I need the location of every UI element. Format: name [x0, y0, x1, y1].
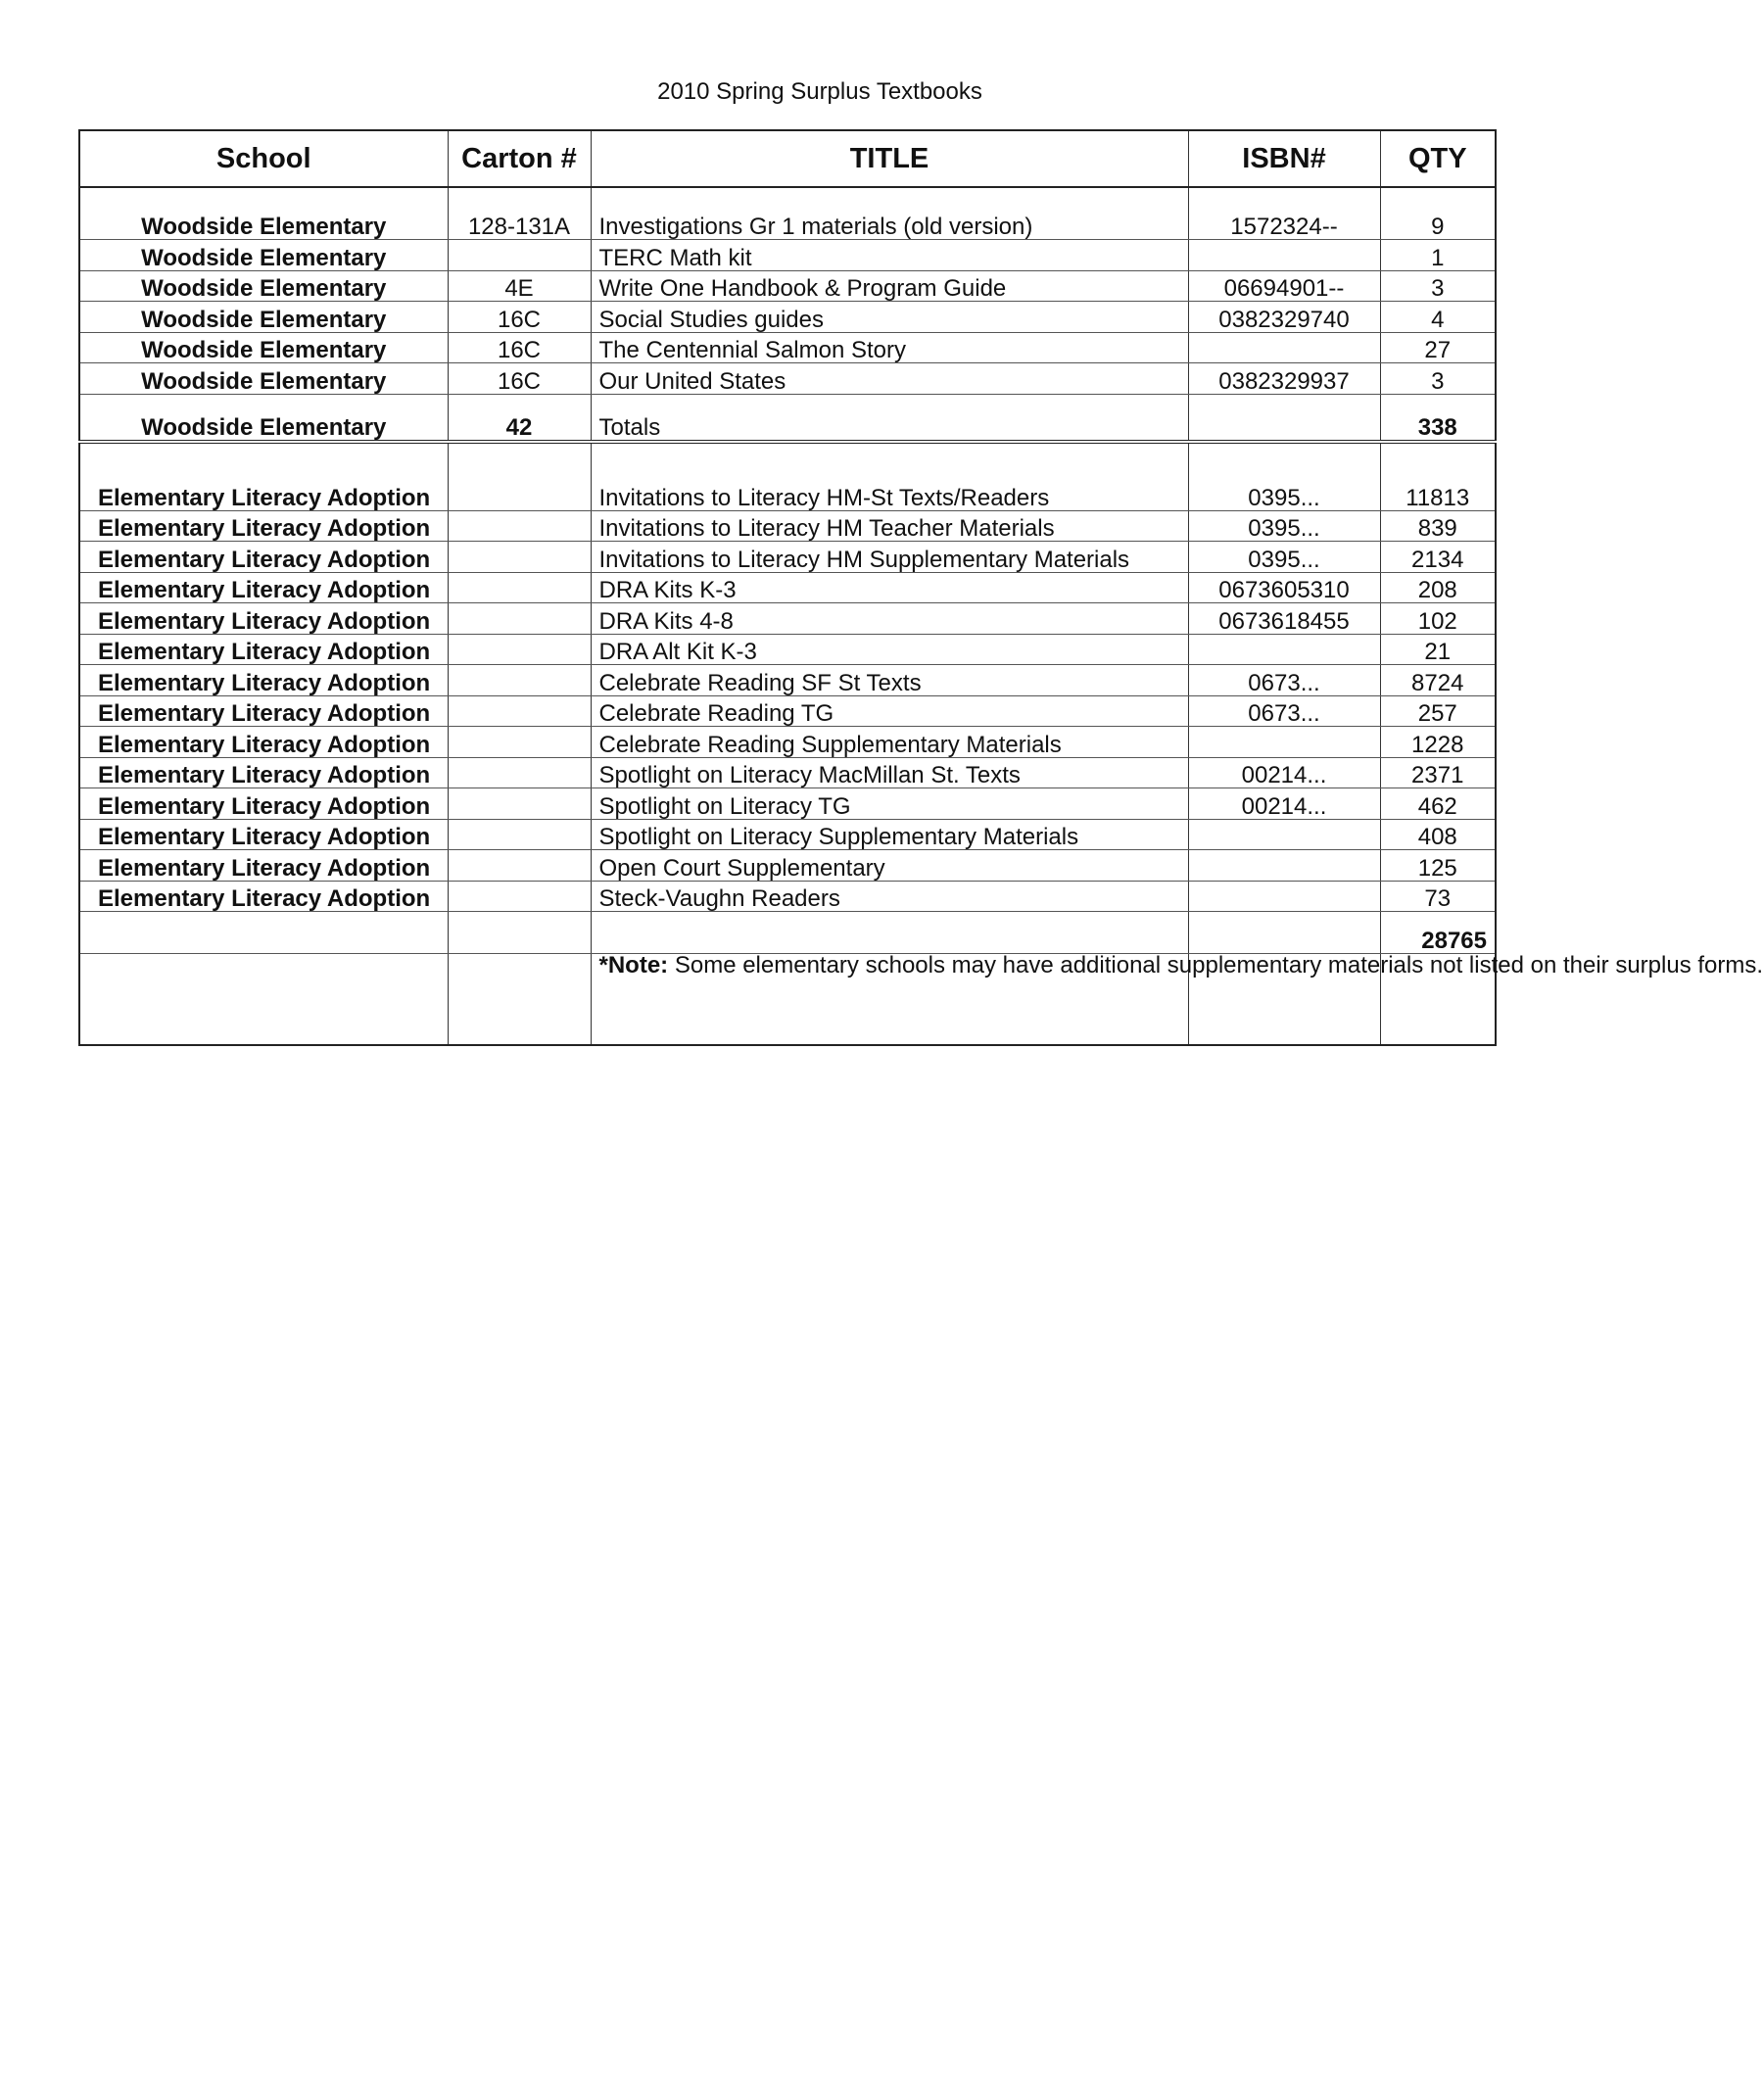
qty-cell: 4 [1380, 302, 1496, 333]
title-cell: Celebrate Reading Supplementary Materials [591, 727, 1188, 758]
school-cell: Elementary Literacy Adoption [79, 603, 448, 635]
title-cell: TERC Math kit [591, 240, 1188, 271]
column-header-carton: Carton # [448, 130, 591, 187]
surplus-textbooks-table [78, 129, 1763, 1046]
note-row [79, 954, 1496, 1046]
title-cell: Our United States [591, 363, 1188, 395]
carton-cell [448, 634, 591, 665]
table-row [79, 332, 1496, 363]
literacy-total-row [79, 912, 1496, 954]
isbn-cell [1188, 850, 1380, 882]
carton-cell: 16C [448, 332, 591, 363]
carton-cell: 16C [448, 302, 591, 333]
woodside-totals-row [79, 394, 1496, 442]
note-label: *Note: [598, 952, 669, 978]
table-row [79, 270, 1496, 302]
isbn-cell [1188, 727, 1380, 758]
school-cell: Elementary Literacy Adoption [79, 572, 448, 603]
qty-cell: 3 [1380, 363, 1496, 395]
empty-cell [79, 954, 448, 1046]
carton-cell [448, 850, 591, 882]
school-cell: Elementary Literacy Adoption [79, 634, 448, 665]
school-cell: Elementary Literacy Adoption [79, 542, 448, 573]
isbn-cell [1188, 881, 1380, 912]
table-row [79, 542, 1496, 573]
isbn-cell: 06694901-- [1188, 270, 1380, 302]
school-cell: Woodside Elementary [79, 394, 448, 442]
qty-cell: 2134 [1380, 542, 1496, 573]
table-row [79, 819, 1496, 850]
title-cell: Spotlight on Literacy TG [591, 788, 1188, 820]
isbn-cell [1188, 634, 1380, 665]
empty-cell [79, 912, 448, 954]
title-cell: Invitations to Literacy HM Supplementary Materials [591, 542, 1188, 573]
header-row [79, 130, 1496, 187]
school-cell: Woodside Elementary [79, 187, 448, 240]
table-row [79, 634, 1496, 665]
note-text: Some elementary schools may have additional supplementary materials not listed on their surplus forms. [668, 952, 1763, 978]
school-cell: Woodside Elementary [79, 270, 448, 302]
qty-cell: 257 [1380, 695, 1496, 727]
carton-cell [448, 603, 591, 635]
isbn-cell: 1572324-- [1188, 187, 1380, 240]
table-row [79, 665, 1496, 696]
isbn-cell: 0395... [1188, 442, 1380, 511]
totals-label: Totals [591, 394, 1188, 442]
school-cell: Elementary Literacy Adoption [79, 881, 448, 912]
qty-cell: 102 [1380, 603, 1496, 635]
literacy-total-qty: 28765 [1380, 912, 1496, 954]
qty-cell: 1 [1380, 240, 1496, 271]
table-row [79, 510, 1496, 542]
carton-cell: 4E [448, 270, 591, 302]
title-cell: The Centennial Salmon Story [591, 332, 1188, 363]
column-header-isbn: ISBN# [1188, 130, 1380, 187]
table-row [79, 850, 1496, 882]
carton-cell: 16C [448, 363, 591, 395]
title-cell: DRA Kits 4-8 [591, 603, 1188, 635]
table-row [79, 572, 1496, 603]
carton-cell [448, 727, 591, 758]
carton-cell [448, 757, 591, 788]
qty-cell: 208 [1380, 572, 1496, 603]
title-cell: Open Court Supplementary [591, 850, 1188, 882]
qty-cell: 8724 [1380, 665, 1496, 696]
qty-cell: 1228 [1380, 727, 1496, 758]
qty-cell: 2371 [1380, 757, 1496, 788]
carton-cell [448, 788, 591, 820]
isbn-cell: 0673618455 [1188, 603, 1380, 635]
table-row [79, 788, 1496, 820]
isbn-cell [1188, 394, 1380, 442]
qty-cell: 462 [1380, 788, 1496, 820]
qty-cell: 125 [1380, 850, 1496, 882]
school-cell: Elementary Literacy Adoption [79, 442, 448, 511]
total-carton-count: 42 [448, 394, 591, 442]
school-cell: Woodside Elementary [79, 332, 448, 363]
isbn-cell: 0673605310 [1188, 572, 1380, 603]
school-cell: Elementary Literacy Adoption [79, 850, 448, 882]
school-cell: Elementary Literacy Adoption [79, 695, 448, 727]
table-row [79, 442, 1496, 511]
total-qty: 338 [1380, 394, 1496, 442]
qty-cell: 839 [1380, 510, 1496, 542]
note-cell [591, 952, 1763, 1046]
title-cell: Invitations to Literacy HM-St Texts/Readers [591, 442, 1188, 511]
qty-cell: 11813 [1380, 442, 1496, 511]
carton-cell [448, 819, 591, 850]
title-cell: DRA Alt Kit K-3 [591, 634, 1188, 665]
isbn-cell: 0382329740 [1188, 302, 1380, 333]
isbn-cell: 0382329937 [1188, 363, 1380, 395]
carton-cell [448, 442, 591, 511]
isbn-cell [1188, 240, 1380, 271]
empty-cell [591, 912, 1188, 954]
school-cell: Woodside Elementary [79, 302, 448, 333]
title-cell: Celebrate Reading TG [591, 695, 1188, 727]
carton-cell [448, 665, 591, 696]
school-cell: Woodside Elementary [79, 363, 448, 395]
school-cell: Woodside Elementary [79, 240, 448, 271]
title-cell: Write One Handbook & Program Guide [591, 270, 1188, 302]
isbn-cell: 0395... [1188, 542, 1380, 573]
empty-cell [448, 954, 591, 1046]
qty-cell: 73 [1380, 881, 1496, 912]
title-cell: Social Studies guides [591, 302, 1188, 333]
carton-cell [448, 881, 591, 912]
title-cell: Spotlight on Literacy Supplementary Materials [591, 819, 1188, 850]
school-cell: Elementary Literacy Adoption [79, 757, 448, 788]
carton-cell [448, 695, 591, 727]
table-row [79, 695, 1496, 727]
isbn-cell [1188, 819, 1380, 850]
school-cell: Elementary Literacy Adoption [79, 819, 448, 850]
table-row [79, 363, 1496, 395]
table-row [79, 302, 1496, 333]
qty-cell: 408 [1380, 819, 1496, 850]
qty-cell: 21 [1380, 634, 1496, 665]
school-cell: Elementary Literacy Adoption [79, 665, 448, 696]
carton-cell: 128-131A [448, 187, 591, 240]
title-cell: Celebrate Reading SF St Texts [591, 665, 1188, 696]
isbn-cell: 0673... [1188, 695, 1380, 727]
column-header-qty: QTY [1380, 130, 1496, 187]
carton-cell [448, 542, 591, 573]
school-cell: Elementary Literacy Adoption [79, 510, 448, 542]
isbn-cell: 00214... [1188, 788, 1380, 820]
page-title: 2010 Spring Surplus Textbooks [657, 78, 982, 105]
empty-cell [448, 912, 591, 954]
title-cell: Spotlight on Literacy MacMillan St. Texts [591, 757, 1188, 788]
table-row [79, 881, 1496, 912]
empty-cell [1188, 912, 1380, 954]
column-header-school: School [79, 130, 448, 187]
table-row [79, 757, 1496, 788]
title-cell: Invitations to Literacy HM Teacher Materials [591, 510, 1188, 542]
carton-cell [448, 572, 591, 603]
title-cell: Investigations Gr 1 materials (old version) [591, 187, 1188, 240]
qty-cell: 9 [1380, 187, 1496, 240]
table-row [79, 187, 1496, 240]
school-cell: Elementary Literacy Adoption [79, 788, 448, 820]
isbn-cell: 0395... [1188, 510, 1380, 542]
qty-cell: 27 [1380, 332, 1496, 363]
carton-cell [448, 510, 591, 542]
table-row [79, 240, 1496, 271]
table-row [79, 727, 1496, 758]
school-cell: Elementary Literacy Adoption [79, 727, 448, 758]
table-row [79, 603, 1496, 635]
carton-cell [448, 240, 591, 271]
title-cell: Steck-Vaughn Readers [591, 881, 1188, 912]
column-header-title: TITLE [591, 130, 1188, 187]
isbn-cell: 0673... [1188, 665, 1380, 696]
title-cell: DRA Kits K-3 [591, 572, 1188, 603]
isbn-cell [1188, 332, 1380, 363]
isbn-cell: 00214... [1188, 757, 1380, 788]
qty-cell: 3 [1380, 270, 1496, 302]
